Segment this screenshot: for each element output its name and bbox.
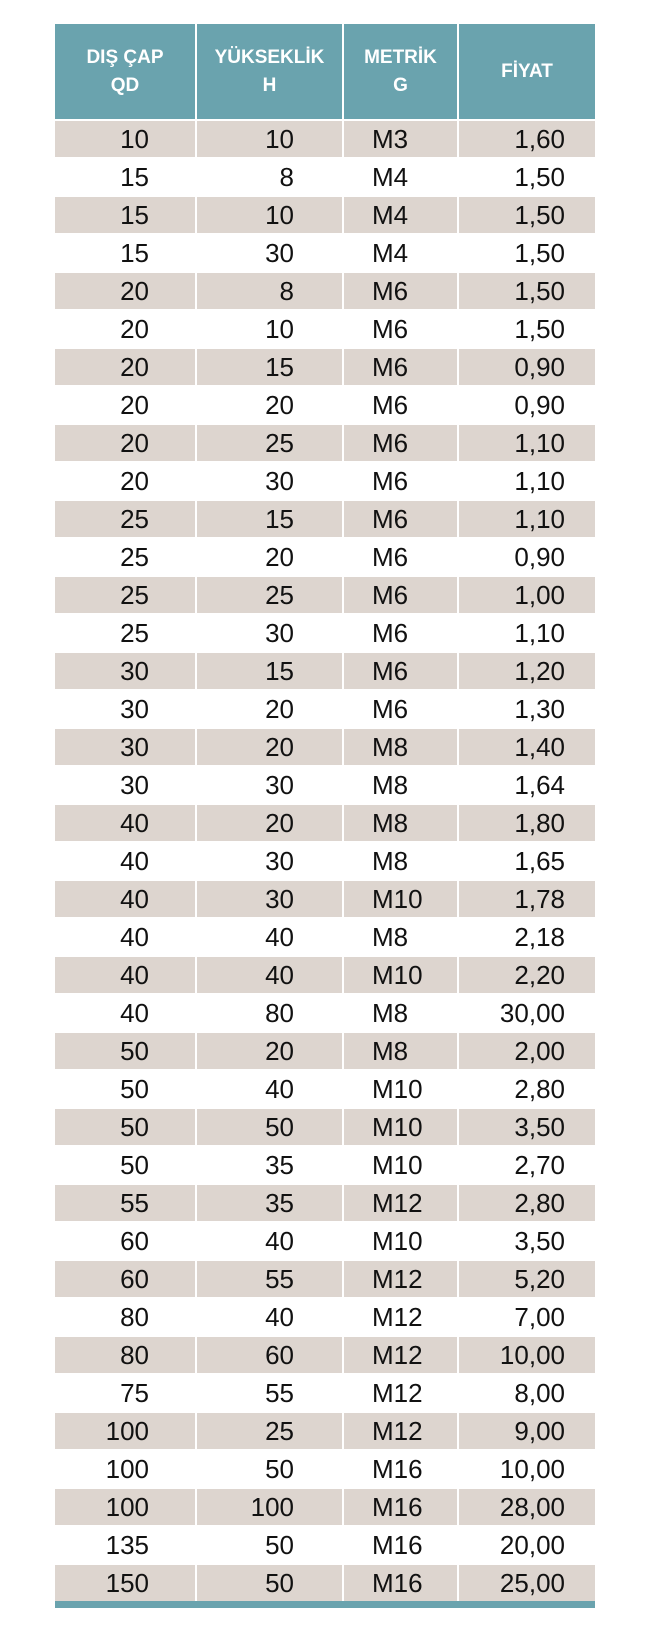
table-row bbox=[55, 424, 595, 462]
cell-metric: M12 bbox=[343, 1184, 458, 1222]
cell-metric: M6 bbox=[343, 576, 458, 614]
cell-metric: M8 bbox=[343, 918, 458, 956]
cell-height: 20 bbox=[196, 690, 343, 728]
cell-price: 1,10 bbox=[458, 500, 595, 538]
cell-metric: M12 bbox=[343, 1298, 458, 1336]
cell-price: 1,10 bbox=[458, 424, 595, 462]
cell-metric: M8 bbox=[343, 728, 458, 766]
cell-outer-diameter: 25 bbox=[55, 538, 196, 576]
cell-metric: M6 bbox=[343, 310, 458, 348]
cell-metric: M4 bbox=[343, 234, 458, 272]
table-row bbox=[55, 196, 595, 234]
cell-price: 30,00 bbox=[458, 994, 595, 1032]
table-row bbox=[55, 538, 595, 576]
cell-height: 10 bbox=[196, 310, 343, 348]
table-row bbox=[55, 1336, 595, 1374]
price-table bbox=[55, 24, 595, 1601]
cell-outer-diameter: 100 bbox=[55, 1488, 196, 1526]
cell-price: 10,00 bbox=[458, 1336, 595, 1374]
cell-metric: M10 bbox=[343, 1070, 458, 1108]
table-body bbox=[55, 120, 595, 1601]
table-row bbox=[55, 1146, 595, 1184]
cell-metric: M6 bbox=[343, 538, 458, 576]
cell-outer-diameter: 50 bbox=[55, 1070, 196, 1108]
cell-height: 30 bbox=[196, 234, 343, 272]
cell-price: 1,10 bbox=[458, 614, 595, 652]
table-row bbox=[55, 1032, 595, 1070]
cell-outer-diameter: 10 bbox=[55, 120, 196, 158]
cell-metric: M16 bbox=[343, 1526, 458, 1564]
cell-metric: M16 bbox=[343, 1564, 458, 1601]
cell-metric: M12 bbox=[343, 1374, 458, 1412]
cell-price: 0,90 bbox=[458, 348, 595, 386]
cell-outer-diameter: 150 bbox=[55, 1564, 196, 1601]
table-row bbox=[55, 1108, 595, 1146]
cell-price: 1,50 bbox=[458, 234, 595, 272]
cell-outer-diameter: 40 bbox=[55, 880, 196, 918]
cell-price: 2,18 bbox=[458, 918, 595, 956]
table-row bbox=[55, 158, 595, 196]
cell-height: 40 bbox=[196, 1070, 343, 1108]
cell-outer-diameter: 20 bbox=[55, 310, 196, 348]
table-row bbox=[55, 386, 595, 424]
table-row bbox=[55, 500, 595, 538]
cell-price: 2,80 bbox=[458, 1070, 595, 1108]
cell-price: 1,50 bbox=[458, 272, 595, 310]
cell-height: 40 bbox=[196, 918, 343, 956]
cell-price: 1,64 bbox=[458, 766, 595, 804]
cell-price: 2,20 bbox=[458, 956, 595, 994]
cell-price: 1,20 bbox=[458, 652, 595, 690]
cell-height: 40 bbox=[196, 956, 343, 994]
cell-price: 20,00 bbox=[458, 1526, 595, 1564]
cell-outer-diameter: 20 bbox=[55, 462, 196, 500]
table-row bbox=[55, 1298, 595, 1336]
cell-height: 30 bbox=[196, 766, 343, 804]
cell-metric: M6 bbox=[343, 500, 458, 538]
cell-price: 9,00 bbox=[458, 1412, 595, 1450]
cell-metric: M4 bbox=[343, 196, 458, 234]
table-row bbox=[55, 804, 595, 842]
table-row bbox=[55, 956, 595, 994]
cell-outer-diameter: 80 bbox=[55, 1336, 196, 1374]
header-price bbox=[458, 24, 595, 120]
cell-height: 8 bbox=[196, 272, 343, 310]
table-row bbox=[55, 728, 595, 766]
cell-height: 25 bbox=[196, 576, 343, 614]
cell-outer-diameter: 25 bbox=[55, 614, 196, 652]
cell-height: 20 bbox=[196, 538, 343, 576]
table-row bbox=[55, 690, 595, 728]
table-row bbox=[55, 1260, 595, 1298]
cell-metric: M10 bbox=[343, 1222, 458, 1260]
cell-height: 20 bbox=[196, 1032, 343, 1070]
cell-outer-diameter: 30 bbox=[55, 652, 196, 690]
cell-metric: M8 bbox=[343, 842, 458, 880]
cell-metric: M6 bbox=[343, 462, 458, 500]
cell-height: 50 bbox=[196, 1108, 343, 1146]
table-row bbox=[55, 1222, 595, 1260]
cell-outer-diameter: 30 bbox=[55, 728, 196, 766]
price-table-container bbox=[55, 24, 595, 1601]
cell-height: 80 bbox=[196, 994, 343, 1032]
cell-height: 30 bbox=[196, 842, 343, 880]
header-outer-diameter-symbol: QD bbox=[110, 74, 140, 96]
cell-height: 100 bbox=[196, 1488, 343, 1526]
cell-price: 1,50 bbox=[458, 196, 595, 234]
cell-height: 30 bbox=[196, 880, 343, 918]
cell-price: 1,10 bbox=[458, 462, 595, 500]
cell-height: 40 bbox=[196, 1222, 343, 1260]
header-height-title: YÜKSEKLİK bbox=[214, 46, 325, 68]
header-price-title: FİYAT bbox=[501, 60, 553, 82]
cell-height: 10 bbox=[196, 120, 343, 158]
cell-metric: M10 bbox=[343, 1146, 458, 1184]
table-row bbox=[55, 994, 595, 1032]
cell-outer-diameter: 80 bbox=[55, 1298, 196, 1336]
header-outer-diameter-title: DIŞ ÇAP bbox=[86, 46, 164, 68]
header-metric-title: METRİK bbox=[364, 46, 437, 68]
cell-height: 15 bbox=[196, 652, 343, 690]
header-metric bbox=[343, 24, 458, 120]
cell-price: 10,00 bbox=[458, 1450, 595, 1488]
cell-height: 35 bbox=[196, 1146, 343, 1184]
cell-height: 50 bbox=[196, 1564, 343, 1601]
cell-outer-diameter: 25 bbox=[55, 576, 196, 614]
cell-outer-diameter: 60 bbox=[55, 1260, 196, 1298]
cell-outer-diameter: 40 bbox=[55, 842, 196, 880]
table-row bbox=[55, 1564, 595, 1601]
cell-metric: M6 bbox=[343, 690, 458, 728]
cell-outer-diameter: 20 bbox=[55, 272, 196, 310]
cell-price: 1,80 bbox=[458, 804, 595, 842]
cell-price: 2,80 bbox=[458, 1184, 595, 1222]
cell-height: 55 bbox=[196, 1374, 343, 1412]
table-row bbox=[55, 1374, 595, 1412]
table-row bbox=[55, 842, 595, 880]
cell-metric: M12 bbox=[343, 1412, 458, 1450]
cell-price: 25,00 bbox=[458, 1564, 595, 1601]
table-row bbox=[55, 1450, 595, 1488]
cell-height: 8 bbox=[196, 158, 343, 196]
header-metric-symbol: G bbox=[393, 74, 408, 96]
header-height bbox=[196, 24, 343, 120]
cell-outer-diameter: 20 bbox=[55, 386, 196, 424]
cell-price: 1,00 bbox=[458, 576, 595, 614]
bottom-divider bbox=[55, 1601, 595, 1608]
table-row bbox=[55, 1526, 595, 1564]
cell-price: 1,30 bbox=[458, 690, 595, 728]
cell-outer-diameter: 30 bbox=[55, 690, 196, 728]
cell-price: 3,50 bbox=[458, 1222, 595, 1260]
header-row bbox=[55, 24, 595, 120]
table-row bbox=[55, 462, 595, 500]
cell-height: 50 bbox=[196, 1526, 343, 1564]
header-height-symbol: H bbox=[262, 74, 277, 96]
cell-outer-diameter: 55 bbox=[55, 1184, 196, 1222]
cell-outer-diameter: 20 bbox=[55, 424, 196, 462]
cell-outer-diameter: 20 bbox=[55, 348, 196, 386]
cell-metric: M16 bbox=[343, 1488, 458, 1526]
cell-metric: M4 bbox=[343, 158, 458, 196]
cell-outer-diameter: 40 bbox=[55, 804, 196, 842]
cell-price: 1,50 bbox=[458, 158, 595, 196]
cell-outer-diameter: 50 bbox=[55, 1032, 196, 1070]
cell-price: 0,90 bbox=[458, 386, 595, 424]
header-outer-diameter bbox=[55, 24, 196, 120]
cell-outer-diameter: 15 bbox=[55, 196, 196, 234]
table-row bbox=[55, 918, 595, 956]
cell-price: 28,00 bbox=[458, 1488, 595, 1526]
table-row bbox=[55, 1412, 595, 1450]
cell-metric: M10 bbox=[343, 880, 458, 918]
cell-metric: M8 bbox=[343, 994, 458, 1032]
cell-outer-diameter: 60 bbox=[55, 1222, 196, 1260]
cell-outer-diameter: 30 bbox=[55, 766, 196, 804]
cell-price: 2,70 bbox=[458, 1146, 595, 1184]
cell-outer-diameter: 25 bbox=[55, 500, 196, 538]
table-header bbox=[55, 24, 595, 120]
cell-height: 60 bbox=[196, 1336, 343, 1374]
table-row bbox=[55, 880, 595, 918]
cell-metric: M6 bbox=[343, 386, 458, 424]
cell-price: 5,20 bbox=[458, 1260, 595, 1298]
table-row bbox=[55, 120, 595, 158]
cell-outer-diameter: 40 bbox=[55, 956, 196, 994]
cell-metric: M10 bbox=[343, 1108, 458, 1146]
table-row bbox=[55, 1184, 595, 1222]
cell-height: 30 bbox=[196, 462, 343, 500]
cell-metric: M12 bbox=[343, 1260, 458, 1298]
cell-metric: M16 bbox=[343, 1450, 458, 1488]
cell-outer-diameter: 100 bbox=[55, 1412, 196, 1450]
table-row bbox=[55, 1070, 595, 1108]
cell-price: 1,65 bbox=[458, 842, 595, 880]
table-row bbox=[55, 614, 595, 652]
cell-height: 35 bbox=[196, 1184, 343, 1222]
cell-height: 10 bbox=[196, 196, 343, 234]
cell-price: 1,78 bbox=[458, 880, 595, 918]
table-row bbox=[55, 310, 595, 348]
cell-height: 20 bbox=[196, 804, 343, 842]
cell-price: 1,50 bbox=[458, 310, 595, 348]
cell-height: 15 bbox=[196, 348, 343, 386]
cell-outer-diameter: 40 bbox=[55, 994, 196, 1032]
table-row bbox=[55, 234, 595, 272]
cell-metric: M6 bbox=[343, 348, 458, 386]
cell-metric: M12 bbox=[343, 1336, 458, 1374]
cell-outer-diameter: 50 bbox=[55, 1146, 196, 1184]
cell-price: 3,50 bbox=[458, 1108, 595, 1146]
cell-height: 20 bbox=[196, 386, 343, 424]
cell-price: 8,00 bbox=[458, 1374, 595, 1412]
cell-outer-diameter: 15 bbox=[55, 234, 196, 272]
cell-outer-diameter: 100 bbox=[55, 1450, 196, 1488]
cell-price: 0,90 bbox=[458, 538, 595, 576]
cell-outer-diameter: 15 bbox=[55, 158, 196, 196]
table-row bbox=[55, 766, 595, 804]
cell-metric: M6 bbox=[343, 424, 458, 462]
cell-height: 20 bbox=[196, 728, 343, 766]
cell-height: 50 bbox=[196, 1450, 343, 1488]
cell-price: 2,00 bbox=[458, 1032, 595, 1070]
cell-height: 25 bbox=[196, 424, 343, 462]
cell-height: 25 bbox=[196, 1412, 343, 1450]
cell-outer-diameter: 50 bbox=[55, 1108, 196, 1146]
cell-outer-diameter: 75 bbox=[55, 1374, 196, 1412]
cell-metric: M10 bbox=[343, 956, 458, 994]
cell-metric: M6 bbox=[343, 272, 458, 310]
table-row bbox=[55, 1488, 595, 1526]
cell-price: 1,60 bbox=[458, 120, 595, 158]
table-row bbox=[55, 348, 595, 386]
cell-outer-diameter: 40 bbox=[55, 918, 196, 956]
cell-metric: M6 bbox=[343, 652, 458, 690]
cell-height: 30 bbox=[196, 614, 343, 652]
cell-height: 40 bbox=[196, 1298, 343, 1336]
table-row bbox=[55, 272, 595, 310]
table-row bbox=[55, 652, 595, 690]
cell-metric: M3 bbox=[343, 120, 458, 158]
table-row bbox=[55, 576, 595, 614]
cell-metric: M8 bbox=[343, 804, 458, 842]
cell-metric: M6 bbox=[343, 614, 458, 652]
cell-metric: M8 bbox=[343, 1032, 458, 1070]
cell-outer-diameter: 135 bbox=[55, 1526, 196, 1564]
cell-metric: M8 bbox=[343, 766, 458, 804]
cell-height: 55 bbox=[196, 1260, 343, 1298]
cell-price: 7,00 bbox=[458, 1298, 595, 1336]
cell-height: 15 bbox=[196, 500, 343, 538]
cell-price: 1,40 bbox=[458, 728, 595, 766]
